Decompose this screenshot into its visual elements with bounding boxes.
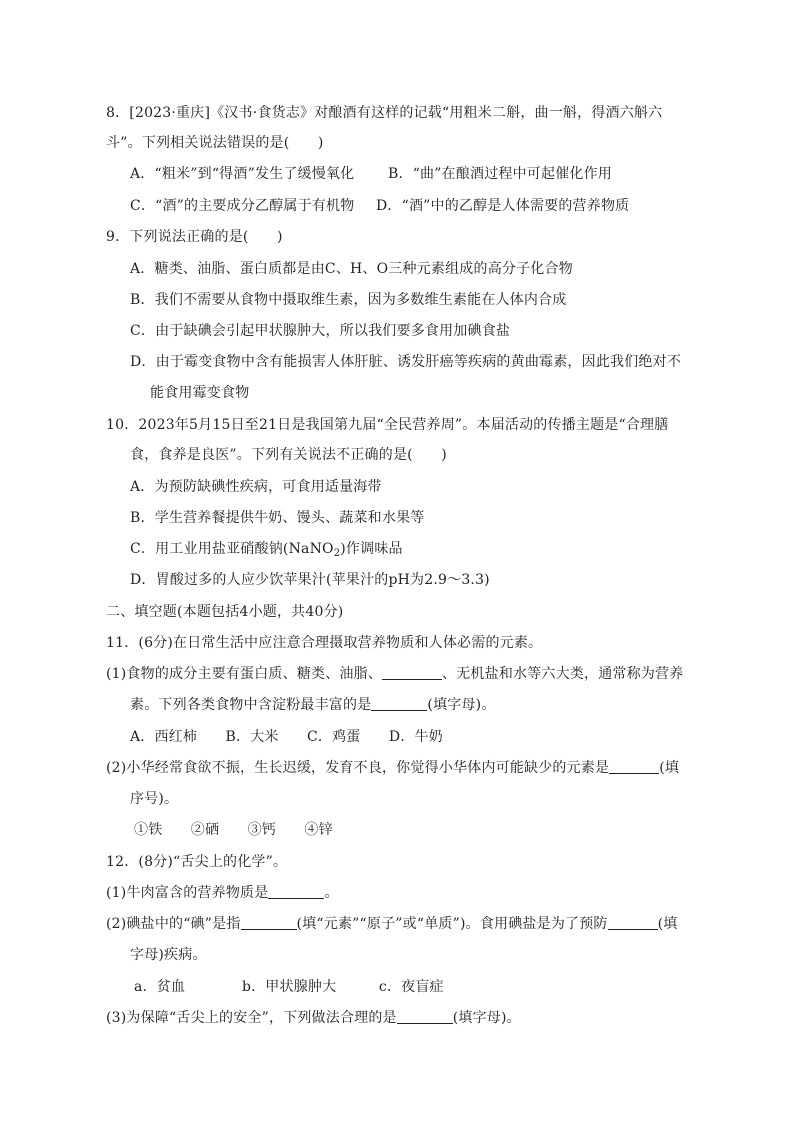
q8-option-d: D．“酒”中的乙醇是人体需要的营养物质 <box>376 198 630 214</box>
q12-part2-choices: a．贫血 b．甲状腺肿大 c．夜盲症 <box>134 979 444 995</box>
answer-blank[interactable] <box>608 915 658 930</box>
q9-option-a: A．糖类、油脂、蛋白质都是由C、H、O三种元素组成的高分子化合物 <box>130 261 573 277</box>
q9-option-c: C．由于缺碘会引起甲状腺肿大，所以我们要多食用加碘食盐 <box>130 323 511 339</box>
q8-stem-line1: 8．[2023·重庆]《汉书·食货志》对酿酒有这样的记载“用粗米二斛，曲一斛，得酒六斛六 <box>106 105 663 121</box>
answer-blank[interactable] <box>268 884 324 899</box>
q8-stem-line2: 斗”。下列相关说法错误的是( ) <box>106 135 324 151</box>
q8-option-b: B．“曲”在酿酒过程中可起催化作用 <box>388 166 613 182</box>
q11-part2-line2: 序号)。 <box>130 791 179 807</box>
q12-stem: 12．(8分)“舌尖上的化学”。 <box>106 854 288 870</box>
answer-blank[interactable] <box>241 915 297 930</box>
q9-stem: 9．下列说法正确的是( ) <box>106 229 283 245</box>
q12-part1: (1)牛肉富含的营养物质是 。 <box>106 885 339 901</box>
q9-option-b: B．我们不需要从食物中摄取维生素，因为多数维生素能在人体内合成 <box>130 292 567 308</box>
q10-stem-line2: 食，食养是良医”。下列有关说法不正确的是( ) <box>130 447 447 463</box>
answer-blank[interactable] <box>382 665 442 680</box>
section-title: 二、填空题(本题包括4小题，共40分) <box>106 604 344 620</box>
q10-option-c: C．用工业用盐亚硝酸钠(NaNO$_2$)作调味品 <box>130 541 403 559</box>
answer-blank[interactable] <box>609 759 659 774</box>
q10-option-d: D．胃酸过多的人应少饮苹果汁(苹果汁的pH为2.9～3.3) <box>130 572 490 588</box>
q12-part3: (3)为保障“舌尖上的安全”，下列做法合理的是 (填字母)。 <box>106 1010 521 1026</box>
q9-option-d-line1: D．由于霉变食物中含有能损害人体肝脏、诱发肝癌等疾病的黄曲霉素，因此我们绝对不 <box>130 354 682 370</box>
q11-part1-line2: 素。下列各类食物中含淀粉最丰富的是 (填字母)。 <box>130 697 496 713</box>
q11-stem: 11．(6分)在日常生活中应注意合理摄取营养物质和人体必需的元素。 <box>106 635 543 651</box>
q11-part1-line1: (1)食物的成分主要有蛋白质、糖类、油脂、 、无机盐和水等六大类，通常称为营养 <box>106 666 684 682</box>
q11-part2-choices: ①铁 ②硒 ③钙 ④锌 <box>134 822 333 838</box>
q8-option-a: A．“粗米”到“得酒”发生了缓慢氧化 <box>130 166 355 182</box>
q8-option-c: C．“酒”的主要成分乙醇属于有机物 <box>130 198 355 214</box>
answer-blank[interactable] <box>397 1009 453 1024</box>
q11-part2-line1: (2)小华经常食欲不振，生长迟缓，发育不良，你觉得小华体内可能缺少的元素是 (填 <box>106 760 680 776</box>
answer-blank[interactable] <box>371 696 427 711</box>
q12-part2-line1: (2)碘盐中的“碘”是指 (填“元素”“原子”或“单质”)。食用碘盐是为了预防 (填 <box>106 916 678 932</box>
q10-option-a: A．为预防缺碘性疾病，可食用适量海带 <box>130 479 382 495</box>
q10-option-b: B．学生营养餐提供牛奶、馒头、蔬菜和水果等 <box>130 510 425 526</box>
q11-part1-choices: A．西红柿 B．大米 C．鸡蛋 D．牛奶 <box>130 729 443 745</box>
q9-option-d-line2: 能食用霉变食物 <box>150 385 250 401</box>
q12-part2-line2: 字母)疾病。 <box>130 947 207 963</box>
q10-stem-line1: 10．2023年5月15日至21日是我国第九届“全民营养周”。本届活动的传播主题是“合理膳 <box>106 417 669 433</box>
